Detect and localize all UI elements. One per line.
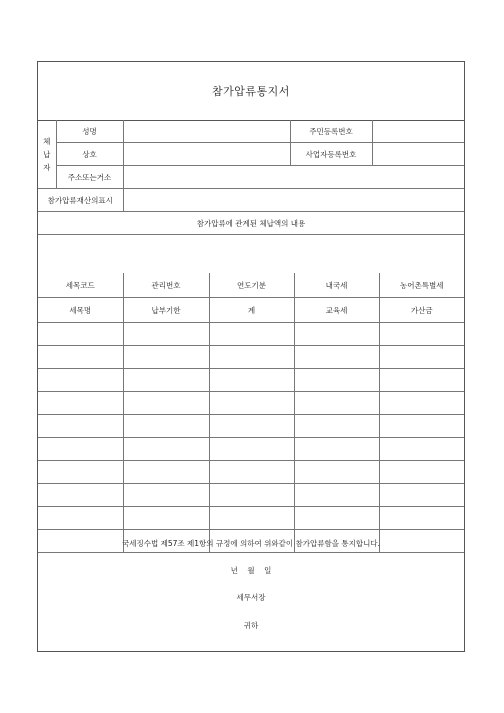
- taxpayer-label-char-1: 체: [43, 136, 51, 146]
- col-header-total: 계: [209, 298, 294, 323]
- table-cell[interactable]: [379, 415, 464, 438]
- table-cell[interactable]: [379, 461, 464, 484]
- table-cell[interactable]: [123, 484, 209, 507]
- table-cell[interactable]: [123, 461, 209, 484]
- table-cell[interactable]: [294, 415, 379, 438]
- table-cell[interactable]: [123, 415, 209, 438]
- trade-name-label: 상호: [56, 143, 123, 166]
- business-no-field[interactable]: [372, 143, 464, 166]
- table-cell[interactable]: [294, 392, 379, 415]
- table-row: [38, 392, 464, 415]
- name-field[interactable]: [123, 120, 290, 143]
- table-cell[interactable]: [379, 369, 464, 392]
- table-cell[interactable]: [123, 369, 209, 392]
- arrears-table: [38, 273, 464, 553]
- table-cell[interactable]: [209, 346, 294, 369]
- table-row: [38, 415, 464, 438]
- name-label: 성명: [56, 120, 123, 143]
- notice-form: [37, 61, 465, 652]
- table-cell[interactable]: [379, 507, 464, 530]
- table-row: [38, 438, 464, 461]
- form-title: 참가압류통지서: [38, 62, 464, 121]
- resident-no-field[interactable]: [372, 120, 464, 143]
- table-cell[interactable]: [38, 415, 123, 438]
- table-cell[interactable]: [294, 507, 379, 530]
- col-header-tax-name: 세목명: [38, 298, 123, 323]
- resident-no-label: 주민등록번호: [290, 120, 372, 143]
- table-cell[interactable]: [294, 346, 379, 369]
- address-field[interactable]: [123, 166, 464, 189]
- notice-recipient: 귀하: [243, 621, 259, 630]
- table-cell[interactable]: [379, 346, 464, 369]
- table-cell[interactable]: [123, 346, 209, 369]
- table-cell[interactable]: [123, 507, 209, 530]
- table-cell[interactable]: [123, 438, 209, 461]
- col-header-penalty: 가산금: [379, 298, 464, 323]
- business-no-label: 사업자등록번호: [290, 143, 372, 166]
- table-cell[interactable]: [38, 484, 123, 507]
- property-label: 참가압류재산의표시: [38, 189, 123, 212]
- table-row: [38, 484, 464, 507]
- table-cell[interactable]: [38, 392, 123, 415]
- table-cell[interactable]: [379, 484, 464, 507]
- table-cell[interactable]: [209, 323, 294, 346]
- table-row: [38, 323, 464, 346]
- table-cell[interactable]: [38, 369, 123, 392]
- table-cell[interactable]: [123, 392, 209, 415]
- notice-statement: 국세징수법 제57조 제1항의 규정에 의하여 위와같이 참가압류함을 통지합니다.: [122, 539, 380, 548]
- table-cell[interactable]: [294, 484, 379, 507]
- table-cell[interactable]: [209, 369, 294, 392]
- table-cell[interactable]: [38, 346, 123, 369]
- taxpayer-table: [38, 120, 464, 235]
- table-cell[interactable]: [294, 438, 379, 461]
- table-cell[interactable]: [379, 323, 464, 346]
- taxpayer-group-label: [38, 120, 56, 189]
- taxpayer-label-char-2: 납: [43, 149, 51, 159]
- table-cell[interactable]: [38, 507, 123, 530]
- table-row: [38, 346, 464, 369]
- col-header-due-date: 납부기한: [123, 298, 209, 323]
- col-header-rural-tax: 농어촌특별세: [379, 273, 464, 298]
- table-cell[interactable]: [123, 323, 209, 346]
- arrears-rows: [38, 323, 464, 553]
- table-cell[interactable]: [38, 461, 123, 484]
- table-cell[interactable]: [209, 461, 294, 484]
- col-header-tax-code: 세목코드: [38, 273, 123, 298]
- table-cell[interactable]: [209, 438, 294, 461]
- table-cell[interactable]: [379, 392, 464, 415]
- table-cell[interactable]: [294, 369, 379, 392]
- taxpayer-label-char-3: 자: [43, 162, 51, 172]
- table-cell[interactable]: [209, 507, 294, 530]
- table-cell[interactable]: [38, 323, 123, 346]
- notice-date-line: 년 월 일: [230, 566, 272, 575]
- property-field[interactable]: [123, 189, 464, 212]
- col-header-internal-tax: 내국세: [294, 273, 379, 298]
- table-cell[interactable]: [294, 323, 379, 346]
- section-header: 참가압류에 관계된 체납액의 내용: [38, 212, 464, 235]
- notice-issuer: 세무서장: [236, 593, 266, 602]
- table-cell[interactable]: [209, 392, 294, 415]
- address-label: 주소또는거소: [56, 166, 123, 189]
- table-cell[interactable]: [38, 438, 123, 461]
- table-cell[interactable]: [379, 438, 464, 461]
- col-header-year-period: 연도기분: [209, 273, 294, 298]
- table-row: [38, 461, 464, 484]
- table-cell[interactable]: [294, 461, 379, 484]
- col-header-management-no: 관리번호: [123, 273, 209, 298]
- table-row: [38, 507, 464, 530]
- table-cell[interactable]: [209, 415, 294, 438]
- table-cell[interactable]: [209, 484, 294, 507]
- col-header-education-tax: 교육세: [294, 298, 379, 323]
- trade-name-field[interactable]: [123, 143, 290, 166]
- table-row: [38, 369, 464, 392]
